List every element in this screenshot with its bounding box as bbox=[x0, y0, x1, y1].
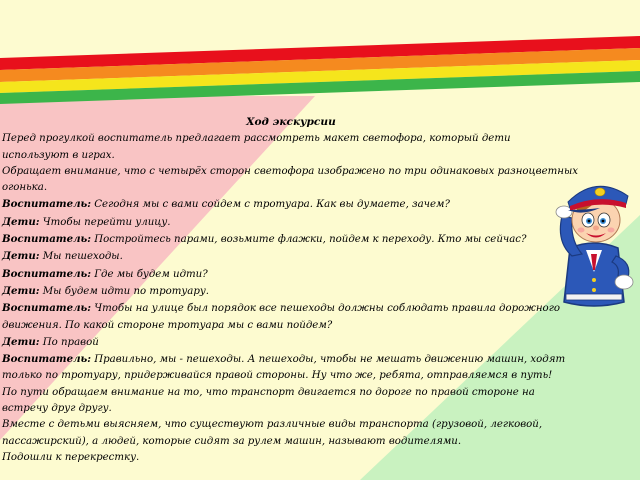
traffic-police-boy-icon bbox=[548, 170, 640, 310]
outro-line-1: По пути обращаем внимание на то, что транспорт двигается по дороге по правой стороне на встречу друг другу. bbox=[2, 386, 535, 415]
line-text: Чтобы перейти улицу. bbox=[39, 216, 171, 228]
dialogue-line bbox=[2, 248, 580, 265]
dialogue-line bbox=[2, 300, 580, 334]
dialogue-line bbox=[2, 266, 580, 283]
speaker-label: Дети: bbox=[2, 284, 40, 297]
dialogue-line bbox=[2, 214, 580, 231]
line-text: Сегодня мы с вами сойдем с тротуара. Как вы думаете, зачем? bbox=[91, 199, 450, 211]
line-text: Где мы будем идти? bbox=[91, 268, 208, 280]
dialogue-line bbox=[2, 351, 580, 385]
line-text: По правой bbox=[39, 336, 99, 348]
line-text: Мы пешеходы. bbox=[39, 251, 123, 263]
speaker-label: Воспитатель: bbox=[2, 267, 92, 280]
line-text: Правильно, мы - пешеходы. А пешеходы, чтобы не мешать движению машин, ходят только по тротуару, придерживайся правой стороны. Ну что же, ребята, отправляемся в путь! bbox=[2, 354, 566, 382]
slide-title: Ход экскурсии bbox=[246, 116, 336, 128]
dialogue-line bbox=[2, 196, 580, 213]
excursion-text bbox=[2, 114, 580, 466]
speaker-label: Воспитатель: bbox=[2, 198, 92, 211]
speaker-label: Дети: bbox=[2, 215, 40, 228]
speaker-label: Дети: bbox=[2, 250, 40, 263]
outro-line-3: Подошли к перекрестку. bbox=[2, 451, 140, 463]
line-text: Чтобы на улице был порядок все пешеходы должны соблюдать правила дорожного движения. По какой стороне тротуара мы с вами пойдем? bbox=[2, 303, 560, 331]
dialogue-line bbox=[2, 283, 580, 300]
intro-line-2: Обращает внимание, что с четырёх сторон светофора изображено по три одинаковых разноцветных огонька. bbox=[2, 165, 579, 194]
intro-line-1: Перед прогулкой воспитатель предлагает рассмотреть макет светофора, который дети используют в играх. bbox=[2, 133, 511, 161]
line-text: Постройтесь парами, возьмите флажки, пойдем к переходу. Кто мы сейчас? bbox=[91, 234, 527, 246]
outro-line-2: Вместе с детьми выясняем, что существуют различные виды транспорта (грузовой, легковой, пассажирский), а людей, которые сидят за рулем машин, называют водителями. bbox=[2, 419, 543, 447]
speaker-label: Дети: bbox=[2, 335, 40, 348]
dialogue-line bbox=[2, 231, 580, 248]
speaker-label: Воспитатель: bbox=[2, 353, 92, 366]
speaker-label: Воспитатель: bbox=[2, 302, 92, 315]
speaker-label: Воспитатель: bbox=[2, 233, 92, 246]
dialogue-line bbox=[2, 334, 580, 351]
line-text: Мы будем идти по тротуару. bbox=[39, 285, 210, 297]
